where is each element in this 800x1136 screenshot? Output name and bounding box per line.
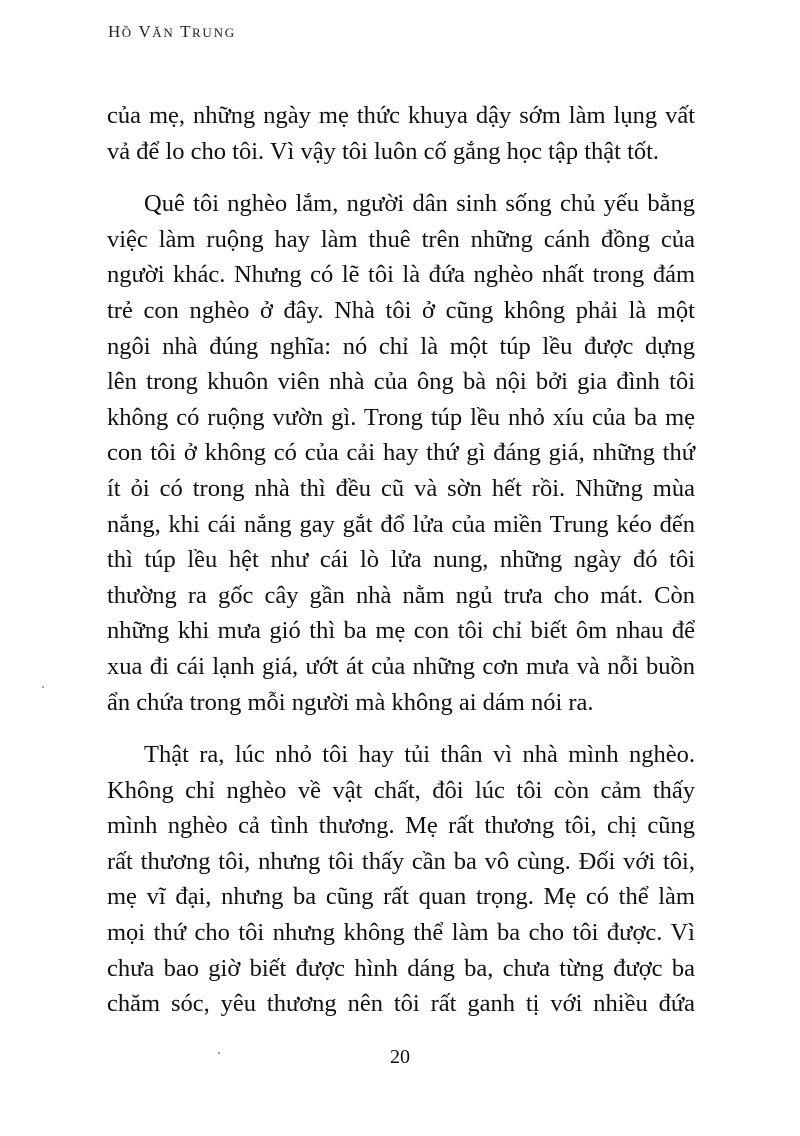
text-line: những khi mưa gió thì ba mẹ con tôi chỉ biết ôm nhau để xyxy=(107,617,695,645)
text-line: chưa bao giờ biết được hình dáng ba, chưa từng được ba xyxy=(107,954,695,982)
text-line: người khác. Nhưng có lẽ tôi là đứa nghèo nhất trong đám xyxy=(107,261,695,289)
text-line: không có ruộng vườn gì. Trong túp lều nhỏ xíu của ba mẹ xyxy=(107,403,695,431)
text-line: lên trong khuôn viên nhà của ông bà nội bởi gia đình tôi xyxy=(107,368,695,396)
text-line: mẹ vĩ đại, nhưng ba cũng rất quan trọng. Mẹ có thể làm xyxy=(107,883,695,911)
text-line: ẩn chứa trong mỗi người mà không ai dám nói ra. xyxy=(107,688,594,716)
running-head-cap2: V xyxy=(138,22,153,41)
text-line: Thật ra, lúc nhỏ tôi hay tủi thân vì nhà mình nghèo. xyxy=(144,741,695,769)
text-line: của mẹ, những ngày mẹ thức khuya dậy sớm làm lụng vất xyxy=(107,102,695,129)
paragraph-2 xyxy=(107,186,695,720)
running-head-rest2: ĂN xyxy=(152,25,175,40)
text-line: mình nghèo cả tình thương. Mẹ rất thương tôi, chị cũng xyxy=(107,812,695,840)
scan-speck xyxy=(42,686,44,688)
running-head-rest3: RUNG xyxy=(191,25,236,40)
running-head-cap1: H xyxy=(108,22,122,41)
text-line: vả để lo cho tôi. Vì vậy tôi luôn cố gắng học tập thật tốt. xyxy=(107,137,660,165)
text-line: ít ỏi có trong nhà thì đều cũ và sờn hết rồi. Những mùa xyxy=(107,474,695,502)
text-line: con tôi ở không có của cải hay thứ gì đáng giá, những thứ xyxy=(107,439,695,467)
running-head xyxy=(108,22,236,42)
body-text xyxy=(107,98,695,1022)
running-head-cap3: T xyxy=(180,22,192,41)
page-number: 20 xyxy=(390,1046,410,1068)
text-line: Không chỉ nghèo về vật chất, đôi lúc tôi còn cảm thấy xyxy=(107,776,695,804)
text-line: thì túp lều hệt như cái lò lửa nung, những ngày đó tôi xyxy=(107,546,695,574)
text-line: nắng, khi cái nắng gay gắt đổ lửa của miền Trung kéo đến xyxy=(107,510,695,538)
text-line: rất thương tôi, nhưng tôi thấy cần ba vô cùng. Đối với tôi, xyxy=(107,847,695,875)
text-line: xua đi cái lạnh giá, ướt át của những cơn mưa và nỗi buồn xyxy=(107,652,695,680)
running-head-rest1: Ồ xyxy=(121,25,133,40)
text-line: mọi thứ cho tôi nhưng không thể làm ba cho tôi được. Vì xyxy=(107,919,695,947)
paragraph-3 xyxy=(107,737,695,1022)
text-line: ngôi nhà đúng nghĩa: nó chỉ là một túp lều được dựng xyxy=(107,332,695,360)
text-line: chăm sóc, yêu thương nên tôi rất ganh tị với nhiều đứa xyxy=(107,990,695,1018)
text-line: Quê tôi nghèo lắm, người dân sinh sống chủ yếu bằng xyxy=(144,190,695,218)
text-line: thường ra gốc cây gần nhà nằm ngủ trưa cho mát. Còn xyxy=(107,581,695,609)
paragraph-1 xyxy=(107,98,695,169)
text-line: việc làm ruộng hay làm thuê trên những cánh đồng của xyxy=(107,225,695,253)
text-line: trẻ con nghèo ở đây. Nhà tôi ở cũng không phải là một xyxy=(107,296,695,324)
